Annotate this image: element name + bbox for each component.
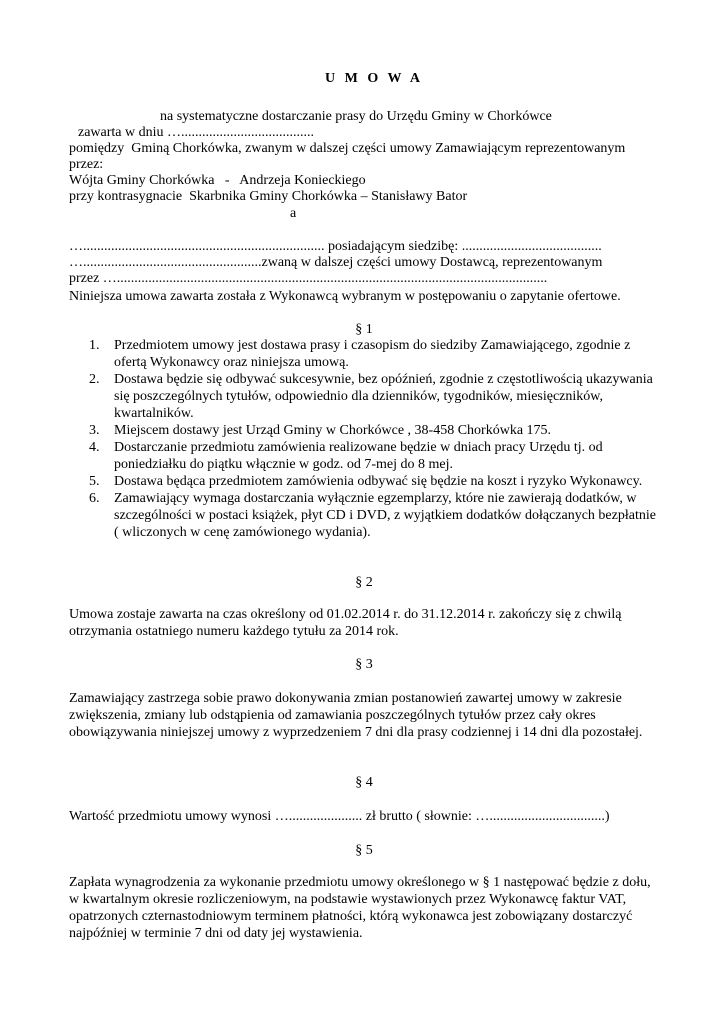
section-1-item: [69, 473, 659, 490]
section-1-item: [69, 439, 659, 473]
section-1-item: [69, 422, 659, 439]
header-date-line: zawarta w dniu …......................................: [78, 125, 315, 140]
section-1-item-text: Dostarczanie przedmiotu zamówienia realizowane będzie w dniach pracy Urzędu tj. od poniedziałku do piątku włącznie w godz. od 7-mej do 8 mej.: [114, 440, 603, 472]
section-2-text: Umowa zostaje zawarta na czas określony od 01.02.2014 r. do 31.12.2014 r. zakończy się z chwilą otrzymania ostatniego numeru każdego tytułu za 2014 rok.: [69, 607, 622, 639]
header-treasurer-line: przy kontrasygnacie Skarbnika Gminy Chorkówka – Stanisławy Bator: [69, 189, 468, 204]
document-title: U M O W A: [325, 71, 424, 86]
section-1-item-number: 1.: [89, 338, 100, 353]
section-5-text: Zapłata wynagrodzenia za wykonanie przedmiotu umowy określonego w § 1 następować będzie z dołu, w kwartalnym okresie rozliczeniowym, na podstawie wystawionych przez Wykonawcę faktur VAT, opatrzonych czternastodniowym terminem płatności, którą wykonawca jest zobowiązany dostarczyć najpóźniej w terminie 7 dni od daty jej wystawienia.: [69, 875, 651, 941]
section-1-item-text: Przedmiotem umowy jest dostawa prasy i czasopism do siedziby Zamawiającego, zgodnie z ofertą Wykonawcy oraz niniejsza umową.: [114, 338, 631, 370]
header-supplier-name-line: …...................................................zwaną w dalszej części umowy Dostawcą, reprezentowanym: [69, 255, 603, 270]
section-1-list: [69, 337, 659, 541]
section-5-heading: § 5: [355, 843, 373, 858]
section-3-heading: § 3: [355, 657, 373, 672]
header-and: a: [290, 206, 297, 221]
header-by-line: przez:: [69, 157, 104, 172]
section-4-heading: § 4: [355, 775, 373, 790]
section-1-item-number: 3.: [89, 423, 100, 438]
section-1-item-text: Dostawa będzie się odbywać sukcesywnie, bez opóźnień, zgodnie z częstotliwością ukazywania się poszczególnych tytułów, odpowiednio dla dzienników, tygodników, miesięczników, kwartalników.: [114, 372, 653, 421]
section-1-item: [69, 371, 659, 422]
header-supplier-rep-line: przez …...........................................................................................................................: [69, 271, 548, 286]
section-1-item-number: 6.: [89, 491, 100, 506]
section-2-heading: § 2: [355, 575, 373, 590]
header-subject: na systematyczne dostarczanie prasy do Urzędu Gminy w Chorkówce: [160, 109, 552, 124]
section-1-item-text: Miejscem dostawy jest Urząd Gminy w Chorkówce , 38-458 Chorkówka 175.: [114, 423, 552, 438]
header-parties-line: pomiędzy Gminą Chorkówka, zwanym w dalszej części umowy Zamawiającym reprezentowanym: [69, 141, 626, 156]
header-mayor-line: Wójta Gminy Chorkówka - Andrzeja Konieckiego: [69, 173, 366, 188]
section-1-heading: § 1: [355, 322, 373, 337]
section-1-item-number: 4.: [89, 440, 100, 455]
section-1-item-text: Zamawiający wymaga dostarczania wyłącznie egzemplarzy, które nie zawierają dodatków, w szczególności w postaci książek, płyt CD i DVD, z wyjątkiem dodatków dołączanych bezpłatnie ( wliczonych w cenę zamówionego wydania).: [114, 491, 656, 540]
section-1-item: [69, 337, 659, 371]
section-3-text: Zamawiający zastrzega sobie prawo dokonywania zmian postanowień zawartej umowy w zakresie zwiększenia, zmiany lub odstąpienia od zamawiania poszczególnych tytułów przez cały okres obowiązywania niniejszej umowy z wyprzedzeniem 7 dni dla prasy codziennej i 14 dni dla pozostałej.: [69, 691, 643, 740]
section-1-item-number: 5.: [89, 474, 100, 489]
header-supplier-line: …..................................................................... posiadającym siedzibę: ........................................: [69, 239, 602, 254]
section-1-item: [69, 490, 659, 541]
section-4-text: Wartość przedmiotu umowy wynosi …..................... zł brutto ( słownie: ….................................): [69, 809, 610, 824]
header-contract-note: Niniejsza umowa zawarta została z Wykonawcą wybranym w postępowaniu o zapytanie ofertowe.: [69, 289, 621, 304]
section-1-item-text: Dostawa będąca przedmiotem zamówienia odbywać się będzie na koszt i ryzyko Wykonawcy.: [114, 474, 643, 489]
section-1-item-number: 2.: [89, 372, 100, 387]
